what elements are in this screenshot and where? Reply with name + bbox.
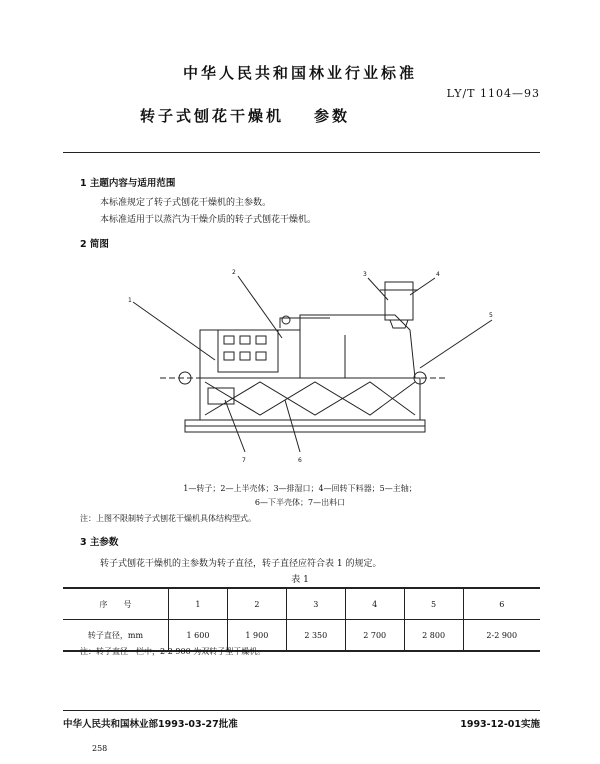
title-sub: 参数 <box>314 107 351 125</box>
callout-7: 7 <box>242 457 246 464</box>
section2-heading: 2 简图 <box>80 239 109 250</box>
upper-housing <box>200 315 415 378</box>
title-main: 转子式刨花干燥机 <box>140 107 285 125</box>
table-cell: 6 <box>463 588 540 620</box>
table-cell: 2 <box>227 588 286 620</box>
table-cell: 2-2 900 <box>463 620 540 652</box>
footer-rule <box>63 710 540 711</box>
table-cell: 序 号 <box>63 588 169 620</box>
callout-3: 3 <box>363 271 367 278</box>
table-cell: 1 600 <box>169 620 228 652</box>
table-note: 注：转子直径一栏中，2-2 900 为双转子型干燥机。 <box>80 647 266 656</box>
callout-2: 2 <box>232 269 236 276</box>
diagram-note: 注：上图不限制转子式刨花干燥机具体结构型式。 <box>80 514 256 523</box>
callout-4: 4 <box>436 271 440 278</box>
table-cell: 2 800 <box>404 620 463 652</box>
dryer-diagram <box>0 260 600 475</box>
org-title: 中华人民共和国林业行业标准 <box>182 64 417 82</box>
page-number: 258 <box>92 744 108 753</box>
table-row <box>63 588 540 620</box>
callout-6: 6 <box>298 457 302 464</box>
table-cell: 3 <box>286 588 345 620</box>
rotor-diameter-table <box>63 587 540 652</box>
callout-1: 1 <box>128 297 132 304</box>
callout-5: 5 <box>489 312 493 319</box>
section1-para2: 本标准适用于以蒸汽为干燥介质的转子式刨花干燥机。 <box>100 215 317 225</box>
table-caption: 表 1 <box>291 575 309 585</box>
section3-para: 转子式刨花干燥机的主参数为转子直径，转子直径应符合表 1 的规定。 <box>100 559 382 569</box>
standard-code: LY/T 1104—93 <box>446 87 540 100</box>
discharge-outlet <box>208 388 234 404</box>
section1-heading: 1 主题内容与适用范围 <box>80 178 176 189</box>
table-cell: 5 <box>404 588 463 620</box>
table-cell: 4 <box>345 588 404 620</box>
section3-heading: 3 主参数 <box>80 537 119 548</box>
rotary-feeder <box>385 282 413 320</box>
header-rule <box>63 152 540 153</box>
legend-line2: 6—下半壳体；7—出料口 <box>254 498 346 507</box>
table-cell: 1 <box>169 588 228 620</box>
table-cell: 转子直径，mm <box>87 630 144 640</box>
truss-bracing <box>205 382 415 415</box>
table-cell: 2 700 <box>345 620 404 652</box>
section1-para1: 本标准规定了转子式刨花干燥机的主参数。 <box>100 198 272 208</box>
exhaust-duct <box>280 318 330 328</box>
legend-line1: 1—转子；2—上半壳体；3—排湿口；4—回转下料器；5—主轴； <box>183 484 417 493</box>
document-title <box>140 105 350 126</box>
table-cell: 1 900 <box>227 620 286 652</box>
effective-line: 1993-12-01实施 <box>460 719 540 730</box>
issued-line: 中华人民共和国林业部1993-03-27批准 <box>63 719 238 730</box>
table-cell: 2 350 <box>286 620 345 652</box>
